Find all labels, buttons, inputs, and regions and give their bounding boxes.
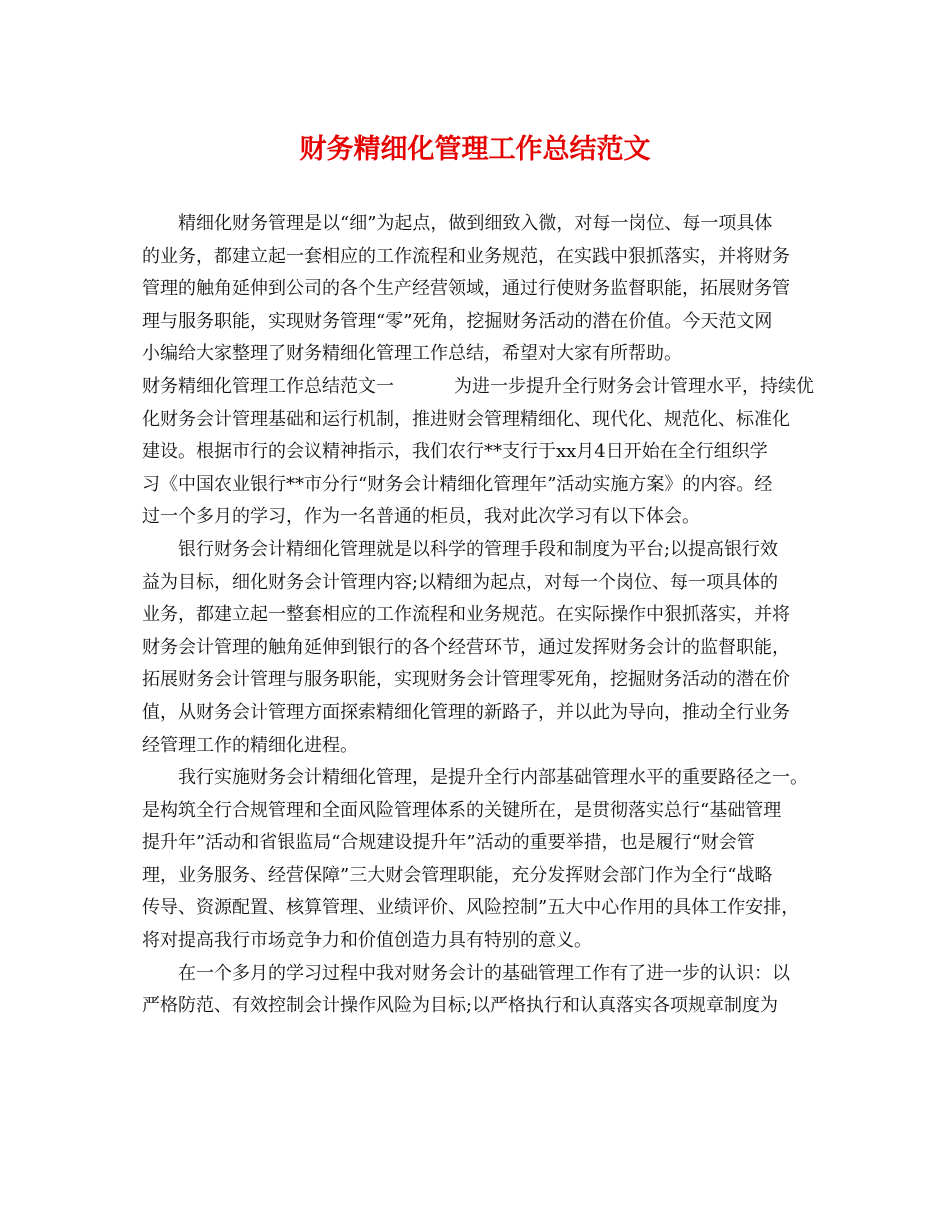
paragraph-4-line-6: 将对提高我行市场竞争力和价值创造力具有特别的意义。	[142, 930, 592, 952]
paragraph-1-line-5: 小编给大家整理了财务精细化管理工作总结，希望对大家有所帮助。	[142, 343, 682, 365]
paragraph-1-line-2: 的业务，都建立起一套相应的工作流程和业务规范，在实践中狠抓落实，并将财务	[142, 245, 790, 267]
paragraph-3-line-7: 经管理工作的精细化进程。	[142, 734, 358, 756]
paragraph-3-line-1: 银行财务会计精细化管理就是以科学的管理手段和制度为平台;以提高银行效	[178, 538, 779, 560]
paragraph-3-line-6: 值，从财务会计管理方面探索精细化管理的新路子，并以此为导向，推动全行业务	[142, 701, 790, 723]
document-title: 财务精细化管理工作总结范文	[299, 134, 651, 165]
paragraph-3-line-4: 财务会计管理的触角延伸到银行的各个经营环节，通过发挥财务会计的监督职能，	[142, 636, 790, 658]
paragraph-5-line-2: 严格防范、有效控制会计操作风险为目标;以严格执行和认真落实各项规章制度为	[142, 995, 779, 1017]
paragraph-3-line-3: 业务，都建立起一整套相应的工作流程和业务规范。在实际操作中狠抓落实，并将	[142, 604, 790, 626]
paragraph-1-line-1: 精细化财务管理是以“细”为起点，做到细致入微，对每一岗位、每一项具体	[178, 213, 773, 234]
paragraph-4-line-4: 理，业务服务、经营保障”三大财会管理职能，充分发挥财会部门作为全行“战略	[142, 864, 773, 886]
paragraph-3-line-5: 拓展财务会计管理与服务职能，实现财务会计管理零死角，挖掘财务活动的潜在价	[142, 669, 790, 691]
paragraph-4-line-2: 是构筑全行合规管理和全面风险管理体系的关键所在，是贯彻落实总行“基础管理	[142, 799, 782, 821]
paragraph-2-line-2: 化财务会计管理基础和运行机制，推进财会管理精细化、现代化、规范化、标准化	[142, 408, 790, 430]
paragraph-1-line-3: 管理的触角延伸到公司的各个生产经营领域，通过行使财务监督职能，拓展财务管	[142, 278, 790, 300]
paragraph-2-line-1	[142, 371, 822, 404]
paragraph-4-line-5: 传导、资源配置、核算管理、业绩评价、风险控制”五大中心作用的具体工作安排，	[142, 897, 800, 919]
paragraph-2-line-3: 建设。根据市行的会议精神指示，我们农行**支行于xx月4日开始在全行组织学	[142, 441, 768, 463]
paragraph-5-line-1: 在一个多月的学习过程中我对财务会计的基础管理工作有了进一步的认识：以	[178, 962, 790, 984]
paragraph-3-line-2: 益为目标，细化财务会计管理内容;以精细为起点，对每一个岗位、每一项具体的	[142, 571, 779, 593]
section-heading: 财务精细化管理工作总结范文一	[142, 375, 394, 397]
paragraph-4-line-1: 我行实施财务会计精细化管理，是提升全行内部基础管理水平的重要路径之一。	[178, 767, 808, 789]
paragraph-4-line-3: 提升年”活动和省银监局“合规建设提升年”活动的重要举措，也是履行“财会管	[142, 832, 755, 854]
paragraph-1-line-4: 理与服务职能，实现财务管理“零”死角，挖掘财务活动的潜在价值。今天范文网	[142, 310, 773, 332]
paragraph-2-line-4: 习《中国农业银行**市分行“财务会计精细化管理年”活动实施方案》的内容。经	[142, 473, 773, 495]
document-body	[142, 208, 822, 1023]
paragraph-2-line-5: 过一个多月的学习，作为一名普通的柜员，我对此次学习有以下体会。	[142, 506, 700, 528]
paragraph-2-line-1-text: 为进一步提升全行财务会计管理水平，持续优	[454, 375, 814, 397]
